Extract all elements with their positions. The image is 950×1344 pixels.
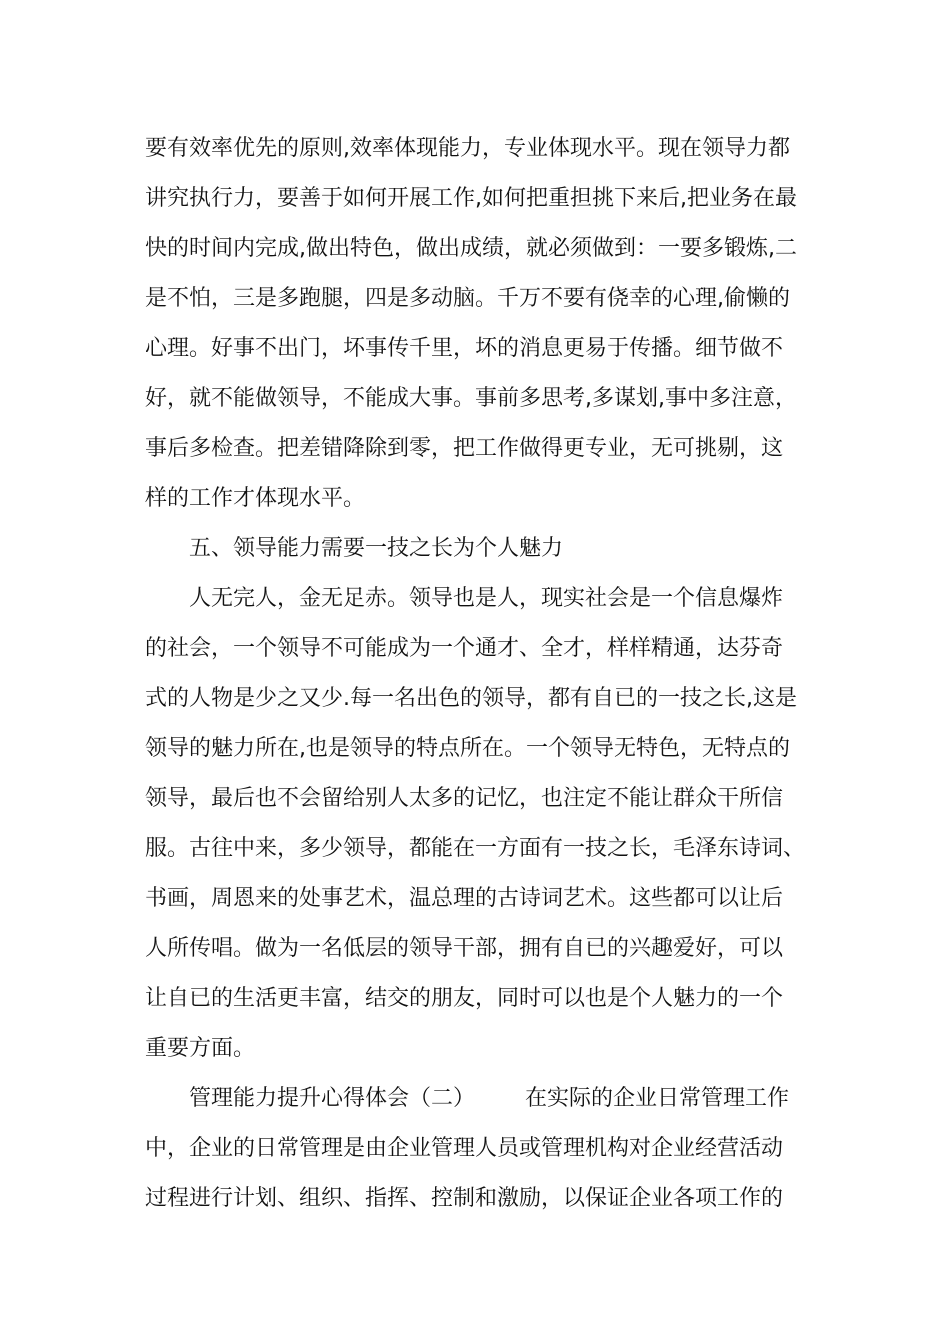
paragraph-first-line: 人无完人，金无足赤。领导也是人，现实社会是一个信息爆炸 (189, 586, 784, 611)
section-heading: 五、领导能力需要一技之长为个人魅力 (189, 536, 564, 561)
body-text-line: 式的人物是少之又少.每一名出色的领导，都有自已的一技之长,这是 (145, 686, 797, 711)
body-text-line: 领导，最后也不会留给别人太多的记忆，也注定不能让群众干所信 (145, 786, 784, 811)
body-text-line: 过程进行计划、组织、指挥、控制和激励，以保证企业各项工作的 (145, 1186, 784, 1211)
body-text-line: 是不怕，三是多跑腿，四是多动脑。千万不要有侥幸的心理,偷懒的 (145, 286, 790, 311)
body-text-line: 事后多检查。把差错降除到零，把工作做得更专业，无可挑剔，这 (145, 436, 784, 461)
body-text-line: 要有效率优先的原则,效率体现能力，专业体现水平。现在领导力都 (145, 136, 790, 161)
body-text-line: 的社会，一个领导不可能成为一个通才、全才，样样精通，达芬奇 (145, 636, 784, 661)
body-text-line: 让自已的生活更丰富，结交的朋友，同时可以也是个人魅力的一个 (145, 986, 784, 1011)
body-text-line: 重要方面。 (145, 1036, 256, 1061)
body-text-line: 样的工作才体现水平。 (145, 486, 366, 511)
section-title: 管理能力提升心得体会（二） (189, 1086, 476, 1111)
body-text-line: 服。古往中来，多少领导，都能在一方面有一技之长，毛泽东诗词、 (145, 836, 806, 861)
body-text-line: 好，就不能做领导，不能成大事。事前多思考,多谋划,事中多注意， (145, 386, 797, 411)
section-start-text: 在实际的企业日常管理工作 (525, 1086, 790, 1111)
body-text-line: 快的时间内完成,做出特色，做出成绩，就必须做到：一要多锻炼,二 (145, 236, 797, 261)
body-text-line: 书画，周恩来的处事艺术，温总理的古诗词艺术。这些都可以让后 (145, 886, 784, 911)
body-text-line: 心理。好事不出门，坏事传千里，坏的消息更易于传播。细节做不 (145, 336, 784, 361)
body-text-line: 领导的魅力所在,也是领导的特点所在。一个领导无特色，无特点的 (145, 736, 790, 761)
body-text-line: 讲究执行力，要善于如何开展工作,如何把重担挑下来后,把业务在最 (145, 186, 797, 211)
body-text-line: 中，企业的日常管理是由企业管理人员或管理机构对企业经营活动 (145, 1136, 784, 1161)
section-title-line (189, 1084, 807, 1114)
body-text-line: 人所传唱。做为一名低层的领导干部，拥有自已的兴趣爱好，可以 (145, 936, 784, 961)
